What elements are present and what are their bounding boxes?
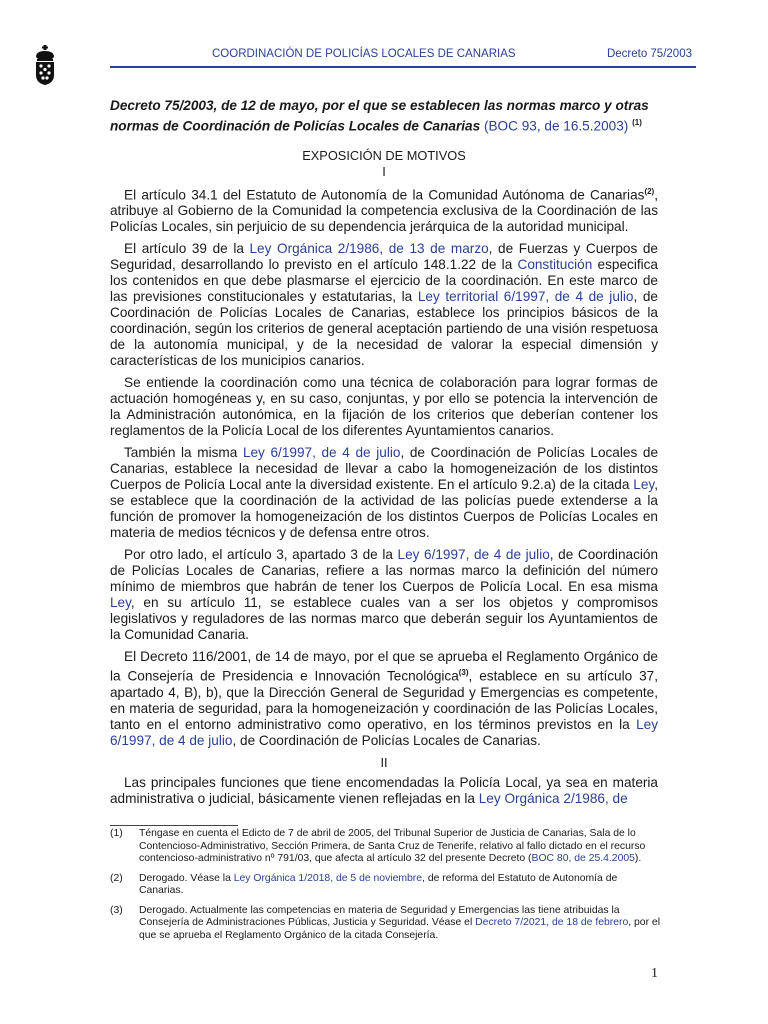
- link-ley-6-1997[interactable]: Ley 6/1997, de 4 de julio: [397, 547, 550, 563]
- header-divider: [110, 66, 696, 68]
- link-ley-6-1997[interactable]: Ley 6/1997, de 4 de julio: [110, 716, 658, 748]
- footnote-text: Derogado. Véase la Ley Orgánica 1/2018, de 5 de noviembre, de reforma del Estatuto de Autonomía de Canarias.: [139, 872, 618, 896]
- coat-of-arms-icon: [33, 45, 57, 85]
- link-ley[interactable]: Ley: [633, 477, 655, 493]
- running-header-decree: Decreto 75/2003: [606, 48, 692, 60]
- section-number-2: II: [380, 754, 388, 770]
- link-constitucion[interactable]: Constitución: [517, 257, 593, 273]
- link-decreto-7-2021[interactable]: Decreto 7/2021, de 18 de febrero: [475, 917, 629, 928]
- section-number-1: I: [382, 163, 386, 179]
- link-ley-territorial-6-1997[interactable]: Ley territorial 6/1997, de 4 de julio: [417, 289, 634, 305]
- footnote-1: [110, 828, 662, 866]
- boc-link[interactable]: (BOC 93, de 16.5.2003): [483, 118, 629, 134]
- link-lo-2-1986[interactable]: Ley Orgánica 2/1986, de 13 de marzo: [249, 241, 489, 257]
- paragraph-4: También la misma Ley 6/1997, de 4 de julio, de Coordinación de Policías Locales de Canarias, establece la necesidad de llevar a cabo la homogeneización de los distintos Cuerpos de Policía Local ante la diversidad existente. En el artículo 9.2.a) de la citada Ley, se establece que la coordinación de la actividad de las policías puede extenderse a la función de promover la homogeneización de los distintos Cuerpos de Policías Locales en materia de medios técnicos y de defensa entre otros.: [110, 445, 659, 541]
- footnote-ref-1[interactable]: (1): [632, 118, 642, 127]
- footnote-divider: [110, 825, 238, 826]
- footnote-ref-2[interactable]: (2): [644, 186, 655, 196]
- footnote-2: [110, 873, 662, 898]
- paragraph-3: Se entiende la coordinación como una técnica de colaboración para lograr formas de actuación homogéneas y, en su caso, conjuntas, y por ello se potencia la intervención de la Administración autonómica, en la fijación de los criterios que deberían contener los reglamentos de la Policía Local de los diferentes Ayuntamientos canarios.: [110, 375, 658, 439]
- paragraph-1: El artículo 34.1 del Estatuto de Autonomía de la Comunidad Autónoma de Canarias$^{(2)}$, atribuye al Gobierno de la Comunidad la competencia exclusiva de la Coordinación de las Policías Locales, sin perjuicio de su dependencia jerárquica de la autoridad municipal.: [110, 186, 658, 235]
- footnote-ref-3[interactable]: (3): [458, 668, 469, 678]
- document-body: [110, 97, 658, 813]
- decree-title-text: Decreto 75/2003, de 12 de mayo, por el que se establecen las normas marco y otras normas de Coordinación de Policías Locales de Canarias: [110, 98, 649, 134]
- decree-title: [110, 97, 658, 135]
- footnote-number: (1): [110, 828, 123, 839]
- footnote-text: Téngase en cuenta el Edicto de 7 de abril de 2005, del Tribunal Superior de Justicia de Canarias, Sala de lo Contencioso-Administrativo, Sección Primera, de Santa Cruz de Tenerife, relativo al fallo dictado en el recurso contencioso-administrativo nº 791/03, que afecta al artículo 32 del presente Decreto (BOC 80, de 25.4.2005).: [139, 828, 646, 864]
- footnote-text: Derogado. Actualmente las competencias en materia de Seguridad y Emergencias las tiene atribuidas la Consejería de Administraciones Públicas, Justicia y Seguridad. Véase el Decreto 7/2021, de 18 de febrero, por el que se aprueba el Reglamento Orgánico de la citada Consejería.: [139, 904, 661, 941]
- running-header-title: COORDINACIÓN DE POLICÍAS LOCALES DE CANARIAS: [212, 48, 516, 60]
- section-heading: EXPOSICIÓN DE MOTIVOS: [302, 147, 466, 163]
- paragraph-6: El Decreto 116/2001, de 14 de mayo, por el que se aprueba el Reglamento Orgánico de la Consejería de Presidencia e Innovación Tecnológica$^{(3)}$, establece en su artículo 37, apartado 4, B), b), que la Dirección General de Seguridad y Emergencias es competente, en materia de seguridad, para la homogeneización y coordinación de las Policías Locales, tanto en el entorno administrativo como operativo, en los términos previstos en la Ley 6/1997, de 4 de julio, de Coordinación de Policías Locales de Canarias.: [110, 649, 658, 748]
- footnotes: [110, 828, 662, 949]
- link-boc-80[interactable]: BOC 80, de 25.4.2005: [531, 853, 635, 864]
- paragraph-7: Las principales funciones que tiene encomendadas la Policía Local, ya sea en materia administrativa o judicial, básicamente vienen reflejadas en la Ley Orgánica 2/1986, de: [110, 774, 658, 806]
- paragraph-5: Por otro lado, el artículo 3, apartado 3 de la Ley 6/1997, de 4 de julio, de Coordinación de Policías Locales de Canarias, refiere a las normas marco la definición del número mínimo de miembros que habrán de tener los Cuerpos de Policía Local. En esa misma Ley, en su artículo 11, se establece cuales van a ser los objetos y compromisos legislativos y reguladores de las normas marco que deberán seguir los Ayuntamientos de la Comunidad Canaria.: [110, 547, 659, 643]
- link-lo-2-1986[interactable]: Ley Orgánica 2/1986, de: [478, 790, 628, 806]
- footnote-number: (2): [110, 872, 123, 884]
- paragraph-2: El artículo 39 de la Ley Orgánica 2/1986, de 13 de marzo, de Fuerzas y Cuerpos de Seguridad, desarrollando lo previsto en el artículo 148.1.22 de la Constitución especifica los contenidos en que debe plasmarse el ejercicio de la coordinación. En este marco de las previsiones constitucionales y estatutarias, la Ley territorial 6/1997, de 4 de julio, de Coordinación de Policías Locales de Canarias, establece los principios básicos de la coordinación, según los criterios de general aceptación partiendo de una visión respetuosa de la autonomía municipal, y de la necesidad de valorar la especial dimensión y características de los municipios canarios.: [110, 241, 658, 369]
- page-number: 1: [651, 966, 658, 981]
- link-ley-6-1997[interactable]: Ley 6/1997, de 4 de julio: [242, 445, 401, 461]
- link-ley[interactable]: Ley: [110, 595, 131, 611]
- footnote-number: (3): [110, 904, 123, 916]
- footnote-3: [110, 905, 662, 943]
- link-lo-1-2018[interactable]: Ley Orgánica 1/2018, de 5 de noviembre: [233, 872, 423, 884]
